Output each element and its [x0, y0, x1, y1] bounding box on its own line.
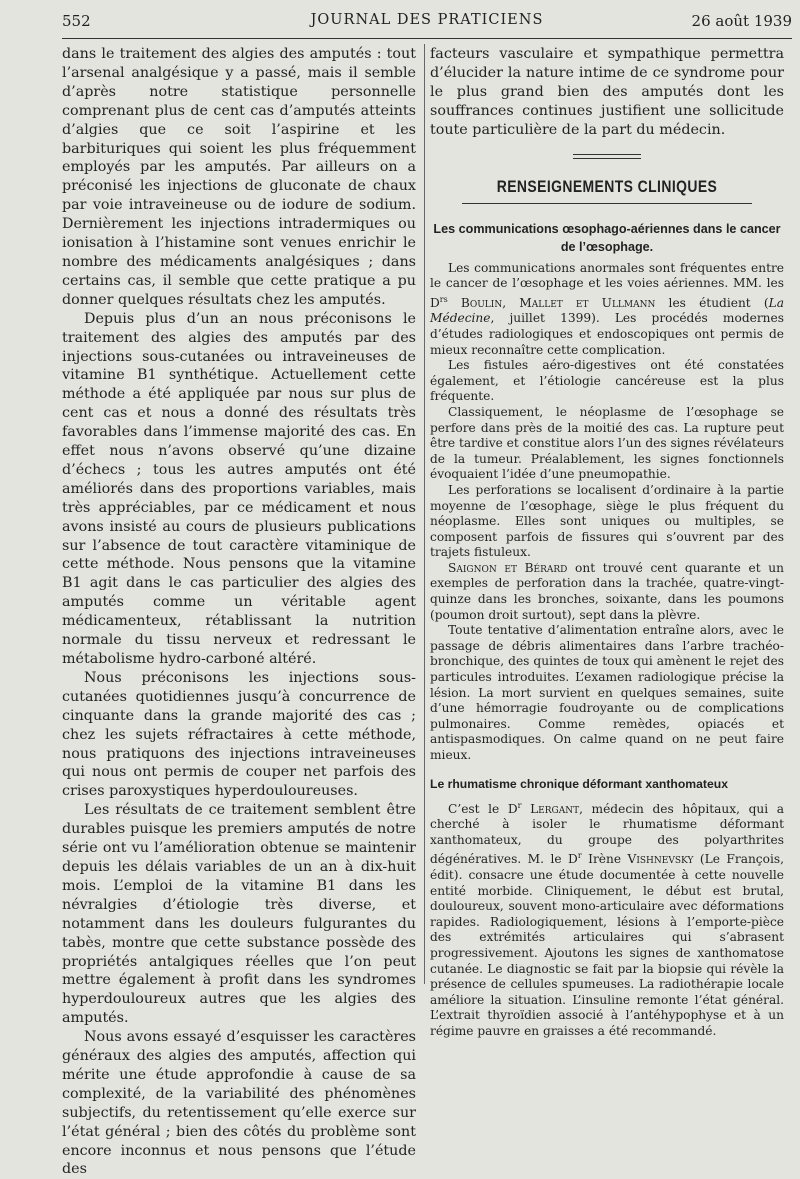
- text-run: ont trouvé cent quarante et un exemples de perforation dans la trachée, quatre-vingt-quinze dans les bronches, soixante, dans les poumons (poumon droit surtout), sept dans la plèvre.: [430, 560, 784, 622]
- header-rule: [62, 38, 792, 39]
- paragraph: Nous avons essayé d’esquisser les caractères généraux des algies des amputés, affection qui mérite une étude approfondie à cause de sa complexité, de la variabilité des phénomènes subjectifs, du retentissement qu’elle exerce sur l’état général ; bien des côtés du problème sont encore inconnus et nous pensons que l’étude des: [62, 1029, 416, 1178]
- paragraph: facteurs vasculaire et sympathique permettra d’élucider la nature intime de ce syndrome pour le plus grand bien des amputés dont les souffrances continues justifient une sollicitude toute particulière de la part du médecin.: [430, 46, 784, 138]
- section-title: RENSEIGNEMENTS CLINIQUES: [496, 176, 718, 196]
- article-title: Les communications œsophago-aériennes dans le cancer de l’œsophage.: [433, 221, 781, 254]
- paragraph: dans le traitement des algies des amputés : tout l’arsenal analgésique y a passé, mais il semble d’après notre statistique personnelle comprenant plus de cent cas d’amputés atteints d’algies que ce soit l’aspirine et les barbituriques qui soient les plus fréquemment employés par les amputés. Par ailleurs on a préconisé les injections de gluconate de chaux par voie intraveineuse ou de iodure de sodium. Dernièrement les injections intradermiques ou ionisation à l’histamine sont venues enrichir le nombre des médicaments analgésiques ; dans certains cas, il semble que cette pratique a pu donner quelques résultats chez les amputés.: [62, 46, 416, 308]
- paragraph: Depuis plus d’un an nous préconisons le traitement des algies des amputés par des injections sous-cutanées ou intraveineuses de vitamine B1 synthétique. Actuellement cette méthode a été appliquée par nous sur plus de cent cas et nous a donné des résultats très favorables dans l’immense majorité des cas. En effet nous n’avons observé qu’une dizaine d’échecs ; tous les autres amputés ont été améliorés dans des proportions variables, mais très appréciables, par ce médicament et nous avons insisté au cours de plusieurs publications sur l’absence de tout caractère vitaminique de cette méthode. Nous pensons que la vitamine B1 agit dans le cas particulier des algies des amputés comme un véritable agent médicamenteux, rétablissant la nutrition normale du tissu nerveux et redressant le métabolisme hydro-carboné altéré.: [62, 310, 416, 667]
- author-names: Boulin, Mallet et Ullmann: [460, 295, 656, 310]
- superscript: r: [577, 851, 582, 861]
- left-column: [62, 45, 416, 1179]
- paragraph: [430, 561, 784, 623]
- paragraph: Les fistules aéro-digestives ont été constatées également, et l’étiologie cancéreuse est la plus fréquente.: [430, 358, 784, 404]
- text-run: , juillet 1399). Les procédés modernes d’études radiologiques et endoscopiques ont permis de mieux reconnaître cette complication.: [430, 311, 784, 357]
- column-divider: [424, 44, 425, 984]
- right-column: [430, 45, 784, 1040]
- text-run: les étudient (: [655, 295, 769, 310]
- citation: La Médecine: [430, 295, 784, 326]
- issue-date: 26 août 1939: [691, 12, 792, 30]
- running-header: [62, 12, 792, 34]
- superscript: rs: [439, 294, 448, 304]
- section-rule: [462, 203, 752, 204]
- superscript: r: [517, 800, 522, 810]
- text-run: Les communications anormales sont fréquentes entre le cancer de l’œsophage et les voies aériennes. MM. les D: [430, 260, 784, 310]
- paragraph: Toute tentative d’alimentation entraîne alors, avec le passage de débris alimentaires dans l’arbre trachéo-bronchique, des quintes de toux qui amènent le rejet des particules introduites. L’examen radiologique précise la lésion. La mort survient en quelques semaines, suite d’une hémorragie foudroyante ou de complications pulmonaires. Comme remèdes, opiacés et antispasmodiques. On calme quand on ne peut faire mieux.: [430, 623, 784, 762]
- double-rule: [573, 154, 641, 159]
- text-run: C’est le D: [448, 801, 518, 816]
- journal-title: JOURNAL DES PRATICIENS: [310, 12, 544, 28]
- text-run: (Le François, édit). consacre une étude documentée à cette nouvelle entité morbide. Cliniquement, le début est brutal, douloureux, souvent mono-articulaire avec déformations rapides. Radiologiquement, lésions à l’emporte-pièce des extrémités articulaires qui s’abrasent progressivement. Ajoutons les signes de xanthomatose cutanée. Le diagnostic se fait par la biopsie qui révèle la présence de cellules spumeuses. La radiothérapie locale améliore la situation. L’insuline remonte l’état général. L’extrait thyroïdien associé à l’antéhypophyse et à un régime pauvre en graisses a été recommandé.: [430, 852, 784, 1039]
- paragraph: Classiquement, le néoplasme de l’œsophage se perfore dans près de la moitié des cas. La rupture peut être tardive et constitue alors l’un des signes révélateurs de la tumeur. Préalablement, les signes fonctionnels évoquaient l’idée d’une pneumopathie.: [430, 404, 784, 482]
- paragraph: Les résultats de ce traitement semblent être durables puisque les premiers amputés de notre série ont vu l’amélioration obtenue se maintenir depuis les délais variables de un an à dix-huit mois. L’emploi de la vitamine B1 dans les névralgies d’étiologie très diverse, et notamment dans les douleurs fulgurantes du tabès, montre que cette substance possède des propriétés antalgiques réelles que l’on peut mettre également à profit dans les syndromes hyperdouloureux autres que les algies des amputés.: [62, 802, 416, 1027]
- paragraph: Les perforations se localisent d’ordinaire à la partie moyenne de l’œsophage, siège le plus fréquent du néoplasme. Elles sont uniques ou multiples, se composent parfois de fissures qui s’ouvrent par des trajets fistuleux.: [430, 482, 784, 560]
- author-names: Saignon et Bérard: [448, 560, 568, 575]
- text-run: Irène: [581, 852, 628, 867]
- text-run: , médecin des hôpitaux, qui a cherché à isoler le rhumatisme déformant xanthomateux, du groupe des polyarthrites dégénératives. M. le D: [430, 801, 784, 867]
- author-name: Lergant: [530, 801, 580, 816]
- page-number: 552: [62, 12, 91, 30]
- author-name: Vishnevsky: [627, 852, 694, 867]
- paragraph: [430, 798, 784, 1040]
- article-title: Le rhumatisme chronique déformant xanthomateux: [430, 776, 728, 791]
- paragraph: Nous préconisons les injections sous-cutanées quotidiennes jusqu’à concurrence de cinquante dans la grande majorité des cas ; chez les sujets réfractaires à cette méthode, nous pratiquons des injections intraveineuses qui nous ont permis de couper net parfois des crises paroxystiques hyperdouloureuses.: [62, 669, 416, 800]
- paragraph: [430, 261, 784, 359]
